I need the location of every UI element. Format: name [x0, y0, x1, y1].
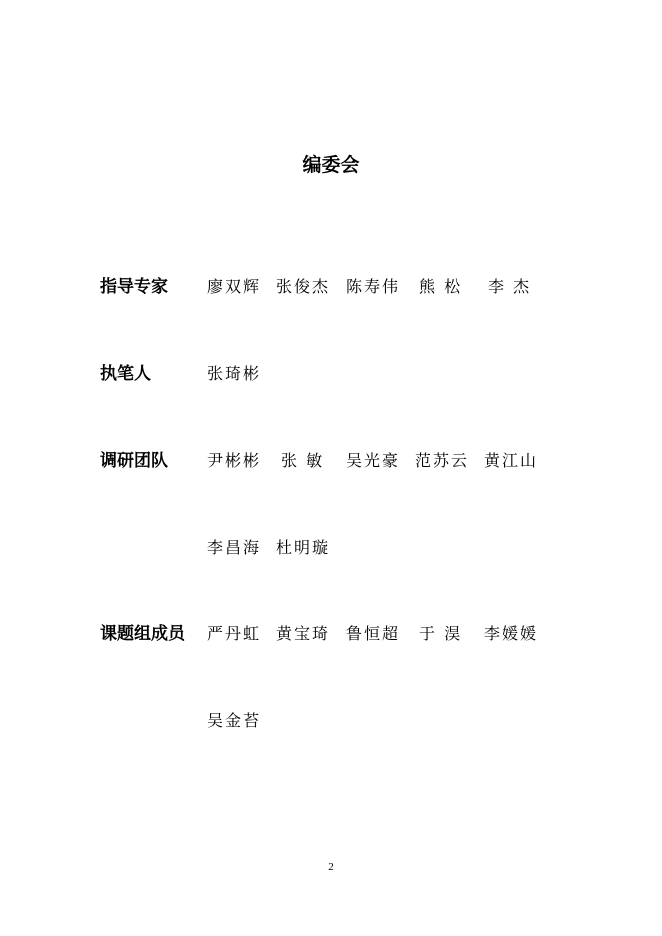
section-label: 指导专家	[100, 277, 168, 297]
page-number: 2	[328, 861, 334, 873]
member-name: 尹彬彬	[207, 451, 262, 470]
section-research-team	[0, 448, 662, 474]
member-name: 黄宝琦	[276, 624, 331, 643]
member-name: 李昌海	[207, 538, 262, 557]
member-name: 于 淏	[419, 624, 463, 643]
member-name: 杜明璇	[276, 538, 331, 557]
section-label: 调研团队	[100, 451, 168, 471]
member-name: 张 敏	[281, 451, 325, 470]
member-name: 李媛媛	[484, 624, 539, 643]
section-label: 执笔人	[100, 364, 151, 384]
member-name: 严丹虹	[207, 624, 262, 643]
member-name: 鲁恒超	[346, 624, 401, 643]
section-writer	[0, 361, 662, 387]
member-name: 廖双辉	[207, 277, 262, 296]
member-name: 熊 松	[419, 277, 463, 296]
member-name: 张俊杰	[276, 277, 331, 296]
member-name: 李 杰	[488, 277, 532, 296]
member-name: 范苏云	[415, 451, 470, 470]
member-name: 黄江山	[484, 451, 539, 470]
section-label: 课题组成员	[100, 624, 185, 644]
section-guiding-experts	[0, 274, 662, 300]
member-name: 陈寿伟	[346, 277, 401, 296]
section-project-members	[0, 621, 662, 647]
page-title: 编委会	[302, 154, 360, 176]
member-name: 吴光豪	[346, 451, 401, 470]
member-name: 张琦彬	[207, 364, 262, 383]
member-name: 吴金苔	[207, 711, 262, 730]
section-project-members-continued	[0, 708, 662, 734]
section-research-team-continued	[0, 535, 662, 561]
